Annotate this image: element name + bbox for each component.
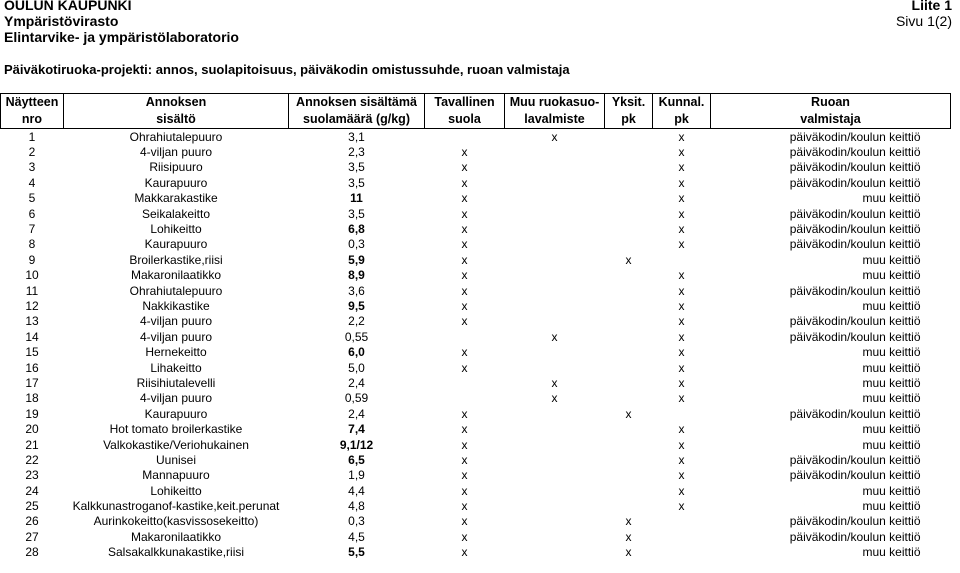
salt-amount: 3,1	[348, 129, 365, 144]
normal-salt-mark: x	[461, 252, 468, 267]
private-daycare-mark: x	[625, 252, 632, 267]
normal-salt-mark: x	[461, 222, 468, 237]
municipal-daycare-mark: x	[678, 314, 685, 329]
table-row	[1, 452, 951, 467]
normal-salt-mark: x	[461, 406, 468, 421]
table-row	[1, 206, 951, 221]
dish-name: Hot tomato broilerkastike	[109, 422, 243, 437]
dish-name: Riisipuuro	[149, 160, 203, 175]
sample-number: 20	[25, 422, 39, 437]
dish-name: 4-viljan puuro	[139, 329, 213, 344]
table-row	[1, 268, 951, 283]
col-salt-amount-header: Annoksen sisältämä	[289, 94, 425, 112]
food-maker: muu keittiö	[862, 483, 921, 498]
other-salt-mark	[505, 314, 605, 329]
table-row	[1, 360, 951, 375]
salt-amount: 3,6	[348, 283, 365, 298]
sample-number: 26	[25, 514, 39, 529]
table-row	[1, 314, 951, 329]
table-row	[1, 160, 951, 175]
normal-salt-mark: x	[461, 175, 468, 190]
table-row	[1, 144, 951, 159]
private-daycare-mark	[605, 175, 653, 190]
table-row	[1, 221, 951, 236]
normal-salt-mark: x	[461, 268, 468, 283]
food-maker: päiväkodin/koulun keittiö	[789, 175, 921, 190]
other-salt-mark: x	[551, 129, 558, 144]
food-maker: päiväkodin/koulun keittiö	[789, 514, 921, 529]
normal-salt-mark: x	[461, 529, 468, 544]
private-daycare-mark	[605, 298, 653, 313]
normal-salt-mark: x	[461, 514, 468, 529]
food-maker: päiväkodin/koulun keittiö	[789, 406, 921, 421]
table-row	[1, 545, 951, 560]
dish-name: Hernekeitto	[145, 345, 207, 360]
sample-number: 1	[28, 129, 36, 144]
dish-name: Lihakeitto	[150, 360, 202, 375]
header-row-1	[1, 94, 951, 112]
municipal-daycare-mark: x	[678, 499, 685, 514]
salt-amount: 0,55	[344, 329, 369, 344]
sample-number: 3	[28, 160, 36, 175]
dish-name: Kalkkunastroganof-kastike,keit.perunat	[72, 499, 280, 514]
other-salt-mark	[505, 360, 605, 375]
dish-name: Kaurapuuro	[144, 237, 208, 252]
municipal-daycare-mark: x	[678, 145, 685, 160]
salt-amount: 5,9	[348, 252, 365, 267]
food-maker: päiväkodin/koulun keittiö	[789, 283, 921, 298]
sample-number: 21	[25, 437, 39, 452]
salt-amount: 9,1/12	[339, 437, 374, 452]
attachment-label: Liite 1	[911, 0, 952, 13]
normal-salt-mark: x	[461, 206, 468, 221]
dish-name: 4-viljan puuro	[139, 391, 213, 406]
food-maker: muu keittiö	[862, 268, 921, 283]
municipal-daycare-mark: x	[678, 483, 685, 498]
table-row	[1, 283, 951, 298]
food-maker: muu keittiö	[862, 391, 921, 406]
normal-salt-mark: x	[461, 314, 468, 329]
salt-amount: 11	[350, 191, 363, 206]
salt-amount: 2,3	[348, 145, 365, 160]
city-name: OULUN KAUPUNKI	[4, 0, 132, 13]
table-row	[1, 129, 951, 145]
sample-number: 27	[25, 529, 39, 544]
private-daycare-mark	[605, 375, 653, 390]
col-normal-salt-header-line2: suola	[425, 111, 505, 129]
other-salt-mark	[505, 221, 605, 236]
normal-salt-mark: x	[461, 237, 468, 252]
other-salt-mark	[505, 298, 605, 313]
other-salt-mark	[505, 160, 605, 175]
municipal-daycare-mark	[653, 514, 711, 529]
municipal-daycare-mark	[653, 406, 711, 421]
private-daycare-mark	[605, 314, 653, 329]
food-maker: päiväkodin/koulun keittiö	[789, 468, 921, 483]
other-salt-mark	[505, 191, 605, 206]
food-maker: päiväkodin/koulun keittiö	[789, 452, 921, 467]
sample-number: 2	[28, 145, 36, 160]
col-food-maker-header: Ruoan	[711, 94, 951, 112]
col-dish-header-line2: sisältö	[64, 111, 289, 129]
dish-name: Ohrahiutalepuuro	[129, 129, 223, 144]
municipal-daycare-mark: x	[678, 329, 685, 344]
normal-salt-mark: x	[461, 145, 468, 160]
table-row	[1, 514, 951, 529]
municipal-daycare-mark: x	[678, 437, 685, 452]
table-row	[1, 437, 951, 452]
salt-amount: 4,5	[348, 529, 365, 544]
sample-number: 5	[28, 191, 36, 206]
table-body	[1, 129, 951, 560]
dish-name: Aurinkokeitto(kasvissosekeitto)	[93, 514, 259, 529]
municipal-daycare-mark: x	[678, 237, 685, 252]
food-maker: muu keittiö	[862, 437, 921, 452]
salt-amount: 0,59	[344, 391, 369, 406]
food-maker: päiväkodin/koulun keittiö	[789, 206, 921, 221]
dish-name: Makaronilaatikko	[130, 529, 222, 544]
private-daycare-mark	[605, 421, 653, 436]
other-salt-mark: x	[551, 329, 558, 344]
municipal-daycare-mark: x	[678, 345, 685, 360]
other-salt-mark	[505, 483, 605, 498]
other-salt-mark	[505, 498, 605, 513]
salt-amount: 0,3	[348, 514, 365, 529]
private-daycare-mark	[605, 498, 653, 513]
normal-salt-mark: x	[461, 283, 468, 298]
private-daycare-mark	[605, 283, 653, 298]
other-salt-mark	[505, 452, 605, 467]
private-daycare-mark	[605, 483, 653, 498]
salt-amount: 2,4	[348, 375, 365, 390]
dish-name: Makkarakastike	[134, 191, 218, 206]
municipal-daycare-mark: x	[678, 160, 685, 175]
other-salt-mark	[505, 514, 605, 529]
sample-number: 12	[25, 298, 39, 313]
municipal-daycare-mark	[653, 545, 711, 560]
table-row	[1, 237, 951, 252]
table-row	[1, 529, 951, 544]
normal-salt-mark: x	[461, 468, 468, 483]
col-sample-no-header: Näytteen	[1, 94, 64, 112]
table-row	[1, 298, 951, 313]
private-daycare-mark	[605, 144, 653, 159]
food-maker: päiväkodin/koulun keittiö	[789, 145, 921, 160]
normal-salt-mark	[425, 129, 505, 145]
normal-salt-mark: x	[461, 345, 468, 360]
dish-name: Mannapuuro	[142, 468, 210, 483]
food-maker: muu keittiö	[862, 375, 921, 390]
dish-name: Lohikeitto	[150, 483, 202, 498]
municipal-daycare-mark: x	[678, 206, 685, 221]
municipal-daycare-mark: x	[678, 222, 685, 237]
sample-number: 25	[25, 499, 39, 514]
private-daycare-mark	[605, 329, 653, 344]
municipal-daycare-mark: x	[678, 268, 685, 283]
normal-salt-mark	[425, 391, 505, 406]
private-daycare-mark	[605, 129, 653, 145]
sample-number: 23	[25, 468, 39, 483]
food-maker: päiväkodin/koulun keittiö	[789, 237, 921, 252]
municipal-daycare-mark: x	[678, 360, 685, 375]
dish-name: Salsakalkkunakastike,riisi	[107, 545, 245, 560]
sample-number: 15	[25, 345, 39, 360]
food-maker: muu keittiö	[862, 191, 921, 206]
dish-name: Broilerkastike,riisi	[129, 252, 223, 267]
other-salt-mark	[505, 437, 605, 452]
other-salt-mark	[505, 252, 605, 267]
other-salt-mark	[505, 545, 605, 560]
salt-amount: 2,4	[348, 406, 365, 421]
salt-amount: 6,8	[348, 222, 365, 237]
normal-salt-mark: x	[461, 160, 468, 175]
dish-name: 4-viljan puuro	[139, 314, 213, 329]
salt-amount: 3,5	[348, 160, 365, 175]
private-daycare-mark	[605, 360, 653, 375]
salt-amount: 1,9	[348, 468, 365, 483]
private-daycare-mark	[605, 344, 653, 359]
table-row	[1, 191, 951, 206]
private-daycare-mark	[605, 437, 653, 452]
dish-name: Ohrahiutalepuuro	[129, 283, 223, 298]
private-daycare-mark: x	[625, 529, 632, 544]
table-row	[1, 252, 951, 267]
private-daycare-mark: x	[625, 545, 632, 560]
other-salt-mark	[505, 421, 605, 436]
normal-salt-mark: x	[461, 483, 468, 498]
food-maker: muu keittiö	[862, 499, 921, 514]
dish-name: Uunisei	[155, 452, 197, 467]
food-maker: päiväkodin/koulun keittiö	[789, 222, 921, 237]
other-salt-mark	[505, 237, 605, 252]
municipal-daycare-mark: x	[678, 283, 685, 298]
salt-amount: 9,5	[348, 298, 365, 313]
municipal-daycare-mark: x	[678, 175, 685, 190]
page-number: Sivu 1(2)	[895, 13, 952, 29]
table-row	[1, 406, 951, 421]
salt-amount: 4,4	[348, 483, 365, 498]
food-maker: muu keittiö	[862, 545, 921, 560]
private-daycare-mark	[605, 191, 653, 206]
col-salt-amount-header-line2: suolamäärä (g/kg)	[289, 111, 425, 129]
page-title: Päiväkotiruoka-projekti: annos, suolapitoisuus, päiväkodin omistussuhde, ruoan valmistaja	[4, 62, 570, 77]
sample-number: 8	[28, 237, 36, 252]
table-row	[1, 391, 951, 406]
sample-number: 7	[28, 222, 36, 237]
private-daycare-mark: x	[625, 514, 632, 529]
dish-name: Kaurapuuro	[144, 406, 208, 421]
salt-amount: 5,5	[348, 545, 365, 560]
municipal-daycare-mark: x	[678, 298, 685, 313]
normal-salt-mark: x	[461, 360, 468, 375]
sample-number: 11	[25, 283, 39, 298]
food-maker: päiväkodin/koulun keittiö	[789, 129, 921, 144]
private-daycare-mark	[605, 237, 653, 252]
col-private-daycare-header: Yksit.	[605, 94, 653, 112]
other-salt-mark	[505, 144, 605, 159]
municipal-daycare-mark: x	[678, 375, 685, 390]
dish-name: Riisihiutalevelli	[136, 375, 216, 390]
dish-name: Kaurapuuro	[144, 175, 208, 190]
other-salt-mark	[505, 529, 605, 544]
salt-amount: 2,2	[348, 314, 365, 329]
sample-number: 19	[25, 406, 39, 421]
lab-name: Elintarvike- ja ympäristölaboratorio	[4, 29, 239, 45]
private-daycare-mark	[605, 391, 653, 406]
other-salt-mark	[505, 344, 605, 359]
salt-table	[0, 93, 951, 560]
food-maker: muu keittiö	[862, 252, 921, 267]
table-row	[1, 468, 951, 483]
office-name: Ympäristövirasto	[4, 13, 119, 29]
other-salt-mark: x	[551, 391, 558, 406]
private-daycare-mark	[605, 468, 653, 483]
municipal-daycare-mark: x	[678, 468, 685, 483]
sample-number: 18	[25, 391, 39, 406]
col-food-maker-header-line2: valmistaja	[711, 111, 951, 129]
private-daycare-mark: x	[625, 406, 632, 421]
normal-salt-mark: x	[461, 545, 468, 560]
sample-number: 17	[25, 375, 39, 390]
food-maker: päiväkodin/koulun keittiö	[789, 160, 921, 175]
food-maker: muu keittiö	[862, 360, 921, 375]
table-row	[1, 375, 951, 390]
dish-name: Lohikeitto	[150, 222, 202, 237]
col-other-salt-product-header: Muu ruokasuo-	[505, 94, 605, 112]
other-salt-mark: x	[551, 375, 558, 390]
food-maker: muu keittiö	[862, 422, 921, 437]
sample-number: 24	[25, 483, 39, 498]
other-salt-mark	[505, 283, 605, 298]
other-salt-mark	[505, 206, 605, 221]
table-row	[1, 498, 951, 513]
municipal-daycare-mark: x	[678, 191, 685, 206]
col-other-salt-product-header-line2: lavalmiste	[505, 111, 605, 129]
salt-amount: 6,5	[348, 452, 365, 467]
col-municipal-daycare-header: Kunnal.	[653, 94, 711, 112]
food-maker: muu keittiö	[862, 345, 921, 360]
dish-name: Seikalakeitto	[141, 206, 211, 221]
private-daycare-mark	[605, 268, 653, 283]
municipal-daycare-mark: x	[678, 129, 685, 144]
normal-salt-mark: x	[461, 298, 468, 313]
table-row	[1, 344, 951, 359]
private-daycare-mark	[605, 206, 653, 221]
normal-salt-mark: x	[461, 499, 468, 514]
salt-amount: 4,8	[348, 499, 365, 514]
sample-number: 28	[25, 545, 39, 560]
normal-salt-mark: x	[461, 437, 468, 452]
private-daycare-mark	[605, 452, 653, 467]
salt-amount: 0,3	[348, 237, 365, 252]
food-maker: päiväkodin/koulun keittiö	[789, 314, 921, 329]
salt-amount: 6,0	[348, 345, 365, 360]
sample-number: 9	[28, 252, 36, 267]
food-maker: muu keittiö	[862, 298, 921, 313]
header-row-2	[1, 111, 951, 129]
salt-amount: 5,0	[348, 360, 365, 375]
sample-number: 4	[28, 175, 36, 190]
table-row	[1, 175, 951, 190]
table-row	[1, 329, 951, 344]
salt-amount: 8,9	[348, 268, 365, 283]
food-maker: päiväkodin/koulun keittiö	[789, 529, 921, 544]
private-daycare-mark	[605, 221, 653, 236]
dish-name: Valkokastike/Veriohukainen	[103, 437, 249, 452]
sample-number: 10	[25, 268, 39, 283]
col-private-daycare-header-line2: pk	[605, 111, 653, 129]
table-row	[1, 483, 951, 498]
sample-number: 22	[25, 452, 39, 467]
salt-amount: 3,5	[348, 175, 365, 190]
municipal-daycare-mark	[653, 252, 711, 267]
salt-amount: 7,4	[348, 422, 365, 437]
sample-number: 14	[25, 329, 39, 344]
other-salt-mark	[505, 406, 605, 421]
sample-number: 13	[25, 314, 39, 329]
normal-salt-mark	[425, 375, 505, 390]
dish-name: Makaronilaatikko	[130, 268, 222, 283]
col-sample-no-header-line2: nro	[1, 111, 64, 129]
normal-salt-mark: x	[461, 422, 468, 437]
dish-name: Nakkikastike	[142, 298, 210, 313]
other-salt-mark	[505, 175, 605, 190]
municipal-daycare-mark: x	[678, 422, 685, 437]
food-maker: päiväkodin/koulun keittiö	[789, 329, 921, 344]
private-daycare-mark	[605, 160, 653, 175]
sample-number: 16	[25, 360, 39, 375]
municipal-daycare-mark: x	[678, 391, 685, 406]
table-row	[1, 421, 951, 436]
col-dish-header: Annoksen	[64, 94, 289, 112]
normal-salt-mark	[425, 329, 505, 344]
municipal-daycare-mark: x	[678, 452, 685, 467]
col-normal-salt-header: Tavallinen	[425, 94, 505, 112]
col-municipal-daycare-header-line2: pk	[653, 111, 711, 129]
dish-name: 4-viljan puuro	[139, 145, 213, 160]
other-salt-mark	[505, 268, 605, 283]
salt-amount: 3,5	[348, 206, 365, 221]
normal-salt-mark: x	[461, 191, 468, 206]
sample-number: 6	[28, 206, 36, 221]
normal-salt-mark: x	[461, 452, 468, 467]
municipal-daycare-mark	[653, 529, 711, 544]
other-salt-mark	[505, 468, 605, 483]
